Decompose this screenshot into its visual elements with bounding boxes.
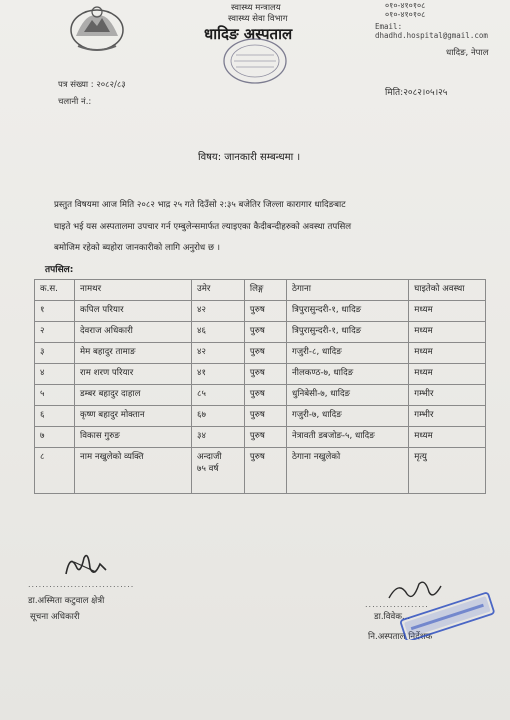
cell-sex: पुरुष <box>244 385 286 406</box>
signatory-name-left: डा.अस्मिता कटुवाल क्षेत्री <box>28 596 105 606</box>
cell-sn: २ <box>35 322 75 343</box>
cell-condition: मध्यम <box>409 322 486 343</box>
signature-line: .................. <box>365 600 429 609</box>
cell-address: नेत्रावती डबजोङ-५, धादिङ <box>286 427 408 448</box>
cell-name: राम शरण परियार <box>74 364 191 385</box>
table-row <box>35 406 486 427</box>
ministry-name: स्वास्थ्य मन्त्रालय <box>231 3 281 13</box>
cell-address: गजुरी-७, धादिङ <box>286 406 408 427</box>
department-name: स्वास्थ्य सेवा विभाग <box>228 14 288 24</box>
cell-sex: पुरुष <box>244 301 286 322</box>
cell-address: गजुरी-८, धादिङ <box>286 343 408 364</box>
cell-age: ४६ <box>192 322 245 343</box>
hospital-address: धादिङ, नेपाल <box>446 48 489 58</box>
signature-line: .............................. <box>28 580 135 589</box>
cell-age: ८५ <box>192 385 245 406</box>
cell-name: विकास गुरुङ <box>74 427 191 448</box>
cell-sn: ६ <box>35 406 75 427</box>
letter-subject: विषय: जानकारी सम्बन्धमा । <box>198 152 301 163</box>
phone-number: ०१०-४१०१०८ <box>385 1 426 10</box>
body-line: प्रस्तुत विषयमा आज मिति २०८२ भाद्र २५ गते दिउँसो २:३५ बजेतिर जिल्ला कारागार धादिङबाट <box>54 200 346 210</box>
cell-name: डम्बर बहादुर दाहाल <box>74 385 191 406</box>
cell-name: कपिल परियार <box>74 301 191 322</box>
column-header-sex: लिङ्ग <box>244 280 286 301</box>
signatory-title-right: नि.अस्पताल निर्देशक <box>368 632 433 642</box>
cell-age: ४२ <box>192 301 245 322</box>
table-row <box>35 448 486 494</box>
cell-age: ४२ <box>192 343 245 364</box>
cell-sn: १ <box>35 301 75 322</box>
table-row <box>35 343 486 364</box>
cell-name: नाम नखुलेको व्यक्ति <box>74 448 191 494</box>
cell-sex: पुरुष <box>244 322 286 343</box>
cell-condition: मध्यम <box>409 343 486 364</box>
reference-number: पत्र संख्या : २०८२/८३ <box>58 80 126 90</box>
cell-name: देवराज अधिकारी <box>74 322 191 343</box>
hospital-name: धादिङ अस्पताल <box>204 25 293 43</box>
table-row <box>35 301 486 322</box>
signatory-title-left: सूचना अधिकारी <box>30 612 80 622</box>
age-line: अन्दाजी <box>197 452 222 462</box>
cell-name: मेम बहादुर तामाङ <box>74 343 191 364</box>
age-line: ७५ वर्ष <box>197 464 219 474</box>
cell-condition: मध्यम <box>409 301 486 322</box>
cell-sn: ७ <box>35 427 75 448</box>
cell-address: धुनिबेसी-७, धादिङ <box>286 385 408 406</box>
column-header-address: ठेगाना <box>286 280 408 301</box>
letter-body <box>54 195 484 260</box>
body-line: बमोजिम रहेको ब्यहोरा जानकारीको लागि अनुरोध छ । <box>54 243 220 253</box>
table-header-row <box>35 280 486 301</box>
cell-condition: गम्भीर <box>409 406 486 427</box>
cell-sex: पुरुष <box>244 343 286 364</box>
cell-address: ठेगाना नखुलेको <box>286 448 408 494</box>
table-row <box>35 322 486 343</box>
column-header-sn: क.स. <box>35 280 75 301</box>
cell-address: त्रिपुरासुन्दरी-१, धादिङ <box>286 322 408 343</box>
phone-number: ०१०-४१०१०८ <box>385 10 426 19</box>
cell-condition: मध्यम <box>409 364 486 385</box>
cell-sn: ८ <box>35 448 75 494</box>
letter-date: मिति:२०८२।०५।२५ <box>385 88 448 98</box>
cell-name: कृष्ण बहादुर मोक्तान <box>74 406 191 427</box>
dispatch-number: चलानी नं.: <box>58 97 92 107</box>
column-header-name: नामथर <box>74 280 191 301</box>
office-stamp-icon <box>222 37 288 85</box>
casualty-table <box>34 279 486 494</box>
column-header-condition: घाइतेको अवस्था <box>409 280 486 301</box>
cell-age <box>192 448 245 494</box>
cell-sex: पुरुष <box>244 427 286 448</box>
signatory-name-right: डा.विवेक... <box>374 612 411 622</box>
cell-sex: पुरुष <box>244 364 286 385</box>
cell-condition: मध्यम <box>409 427 486 448</box>
cell-age: ३४ <box>192 427 245 448</box>
cell-sn: ५ <box>35 385 75 406</box>
cell-sex: पुरुष <box>244 448 286 494</box>
nepal-emblem-icon <box>66 2 128 52</box>
details-label: तपसिल: <box>45 265 74 275</box>
cell-address: त्रिपुरासुन्दरी-१, धादिङ <box>286 301 408 322</box>
cell-sn: ४ <box>35 364 75 385</box>
column-header-age: उमेर <box>192 280 245 301</box>
table-row <box>35 364 486 385</box>
table-row <box>35 385 486 406</box>
cell-sn: ३ <box>35 343 75 364</box>
cell-age: ४१ <box>192 364 245 385</box>
director-stamp-icon <box>395 592 499 640</box>
table-row <box>35 427 486 448</box>
cell-sex: पुरुष <box>244 406 286 427</box>
email-address: Email: dhadhd.hospital@gmail.com <box>375 22 488 40</box>
cell-condition: मृत्यु <box>409 448 486 494</box>
cell-address: नीलकण्ठ-७, धादिङ <box>286 364 408 385</box>
signature-left-icon <box>60 548 110 582</box>
body-line: घाइते भई यस अस्पतालमा उपचार गर्न एम्बुलेन्समार्फत ल्याइएका कैदीबन्दीहरुको अवस्था तपसिल <box>54 221 352 232</box>
cell-condition: गम्भीर <box>409 385 486 406</box>
cell-age: ६७ <box>192 406 245 427</box>
